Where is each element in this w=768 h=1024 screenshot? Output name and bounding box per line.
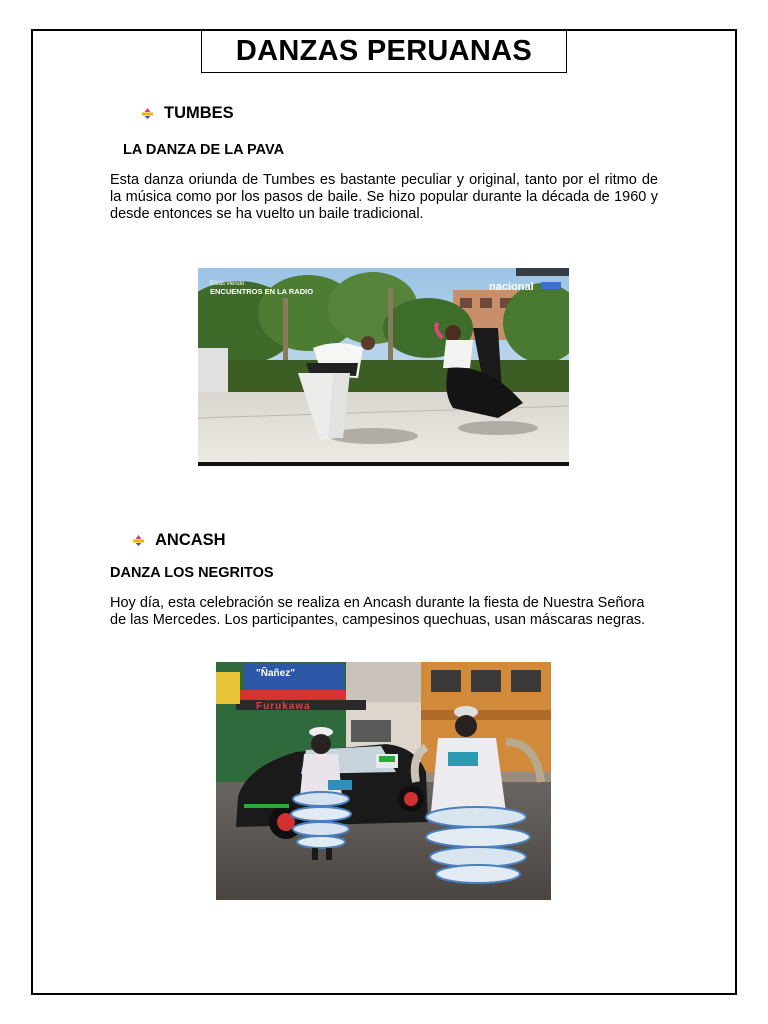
video-overlay-small-text: Estás viendo [210, 281, 245, 287]
photo-la-pava-dance [198, 268, 569, 466]
video-overlay-title: ENCUENTROS EN LA RADIO [210, 287, 314, 296]
dance-description: Hoy día, esta celebración se realiza en Ancash durante la fiesta de Nuestra Señora de las Mercedes. Los participantes, campesinos quechuas, usan máscaras negras. [110, 595, 646, 628]
section-heading-ancash [132, 531, 226, 550]
section-heading-tumbes [141, 104, 234, 123]
title-box [201, 30, 567, 73]
shop-sign-text: Furukawa [256, 701, 311, 712]
section-heading-label: TUMBES [164, 104, 234, 122]
dance-subheading: DANZA LOS NEGRITOS [110, 565, 274, 581]
dance-description: Esta danza oriunda de Tumbes es bastante peculiar y original, tanto por el ritmo de la música como por los pasos de baile. Se hizo popular durante la década de 1960 y desde entonces se ha vuelto un baile tradicional. [110, 172, 658, 222]
dance-subheading: LA DANZA DE LA PAVA [123, 142, 285, 158]
shop-sign-text: "Ñañez" [256, 668, 295, 679]
channel-logo: nacional [489, 281, 534, 293]
page-title: DANZAS PERUANAS [235, 35, 533, 67]
colored-arrow-bullet-icon [132, 534, 145, 547]
section-heading-label: ANCASH [155, 531, 226, 549]
photo-los-negritos-dance [216, 662, 551, 900]
colored-arrow-bullet-icon [141, 107, 154, 120]
